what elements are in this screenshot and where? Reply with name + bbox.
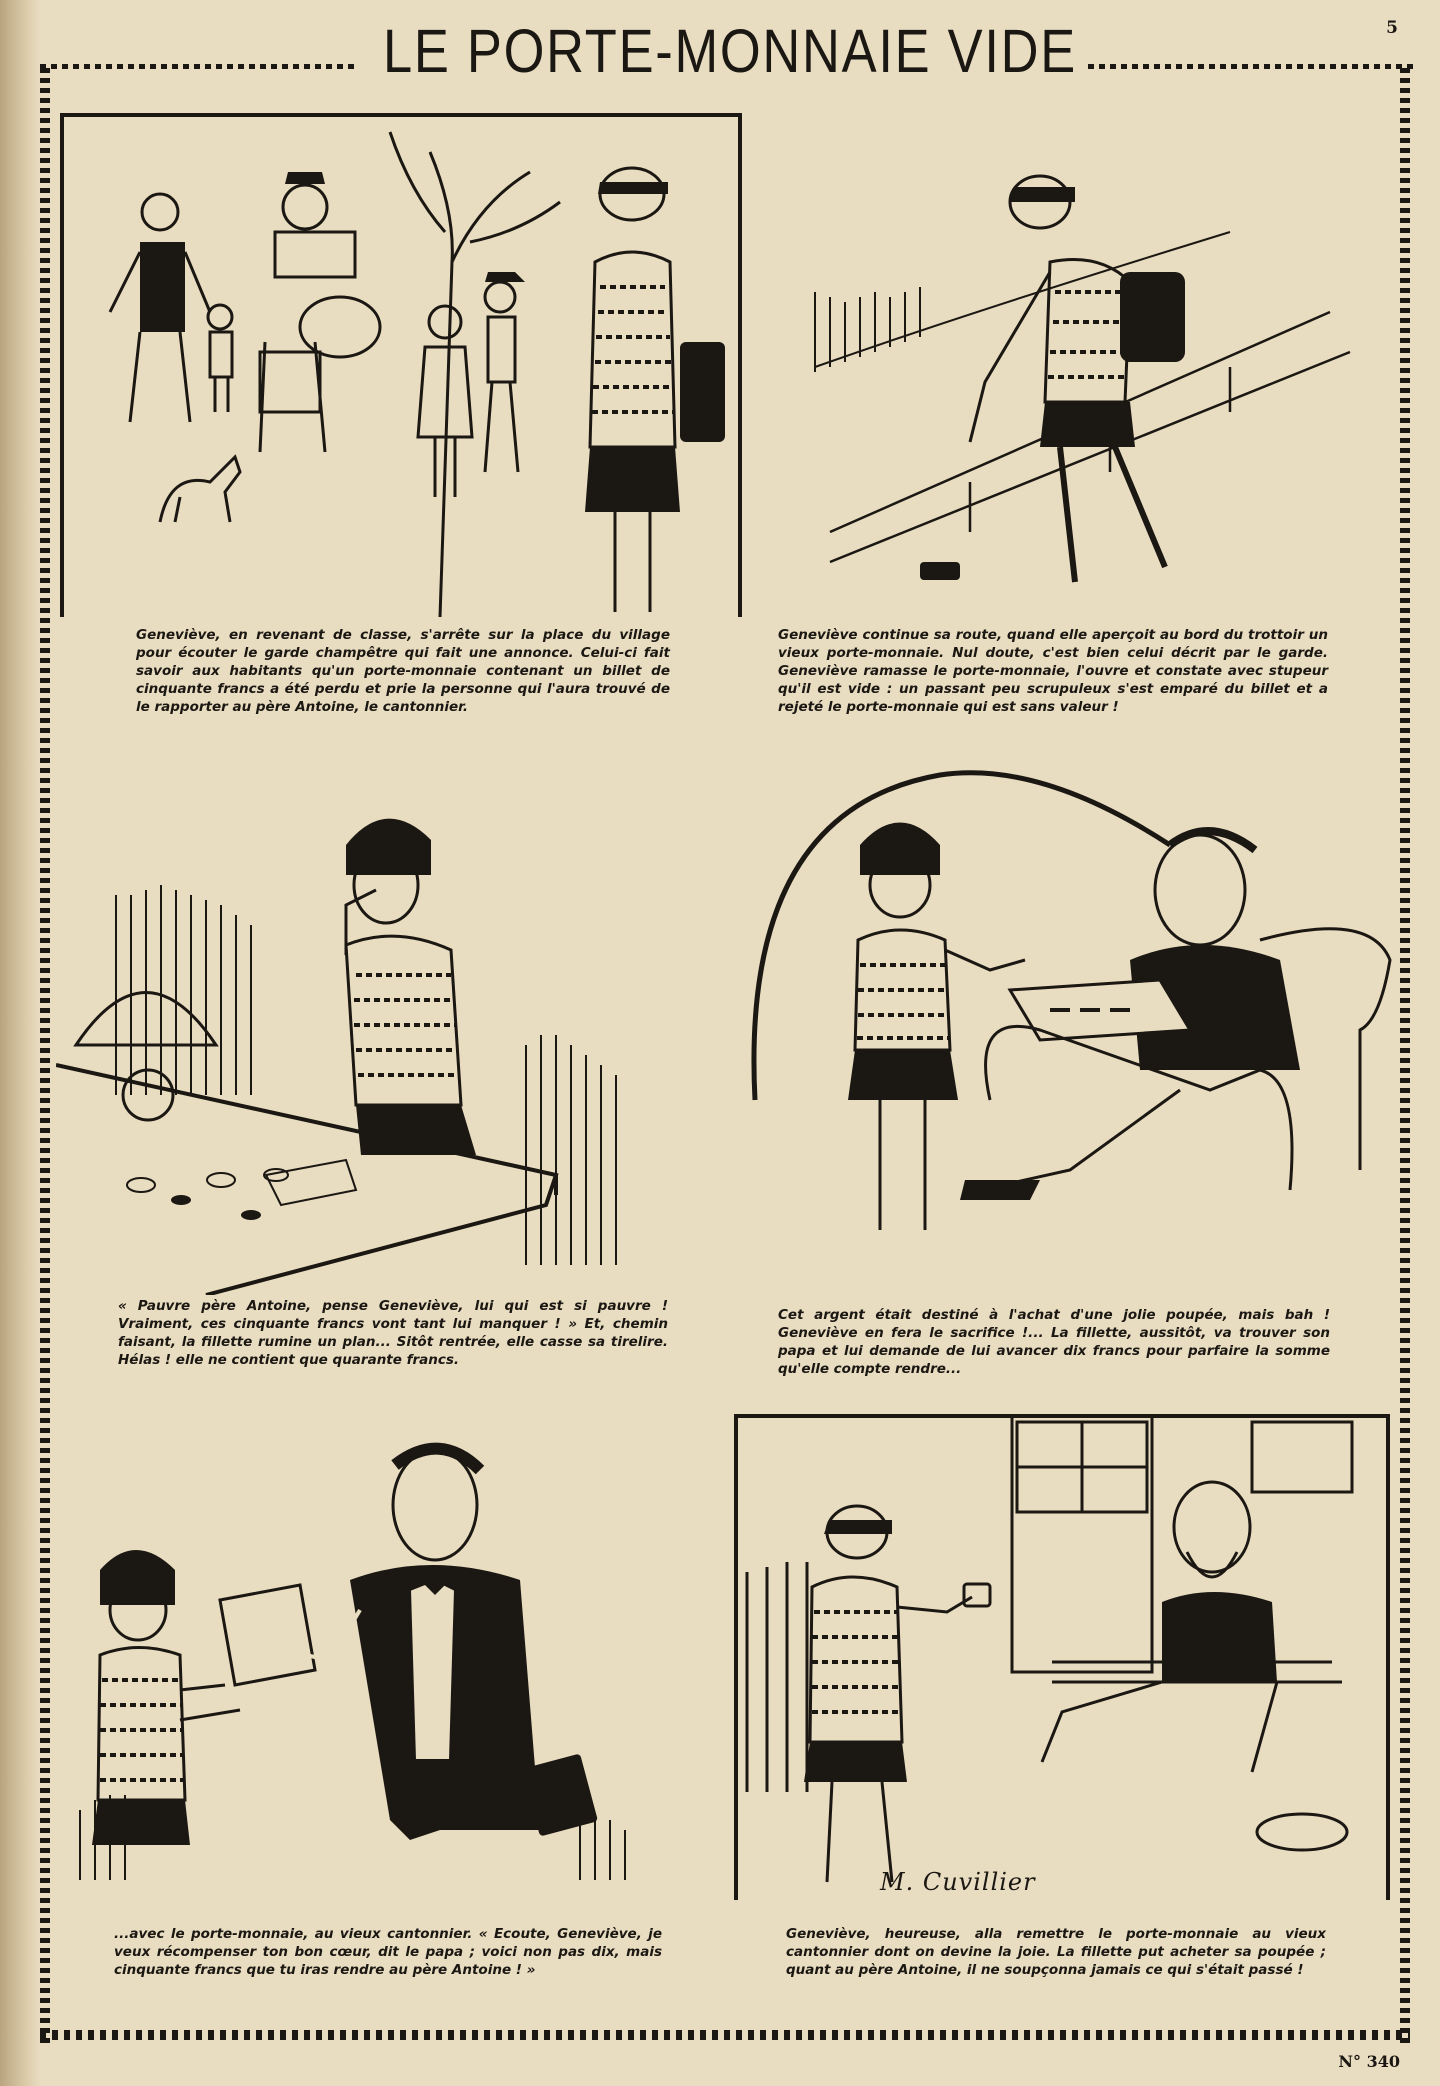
illustration-town-crier [60, 112, 744, 617]
issue-number: N° 340 [1338, 2052, 1400, 2071]
page-title: LE PORTE-MONNAIE VIDE [383, 17, 1077, 85]
caption-5: ...avec le porte-monnaie, au vieux cantonnier. « Ecoute, Geneviève, je veux récompenser ton bon cœur, dit le papa ; voici non pas dix, mais cinquante francs que tu iras rendre au père Antoine ! » [114, 1926, 662, 1978]
caption-1: Geneviève, en revenant de classe, s'arrête sur la place du village pour écouter le garde champêtre qui fait une annonce. Celui-ci fait savoir aux habitants qu'un porte-monnaie contenant un billet de cinquante francs a été perdu et prie la personne qui l'aura trouvé de le rapporter au père Antoine, le cantonnier. [136, 627, 670, 715]
comic-panel-1 [60, 112, 744, 617]
caption-2: Geneviève continue sa route, quand elle aperçoit au bord du trottoir un vieux porte-monnaie. Nul doute, c'est bien celui décrit par le garde. Geneviève ramasse le porte-monnaie, l'ouvre et constate avec stupeur qu'il est vide : un passant peu scrupuleux s'est emparé du billet et a rejeté le porte-monnaie qui est sans valeur ! [778, 627, 1328, 715]
frame-border-left [40, 68, 50, 2048]
illustration-asking-father [740, 770, 1405, 1265]
illustration-father-reward [60, 1430, 700, 1890]
header-ornament-right [1088, 64, 1416, 69]
comic-panel-4 [740, 770, 1405, 1265]
caption-3: « Pauvre père Antoine, pense Geneviève, lui qui est si pauvre ! Vraiment, ces cinquante francs vont tant lui manquer ! » Et, chemin faisant, la fillette rumine un plan... Sitôt rentrée, elle casse sa tirelire. Hélas ! elle ne contient que quarante francs. [118, 1298, 668, 1368]
comic-panel-3 [56, 795, 676, 1295]
illustration-finding-purse [770, 112, 1390, 617]
comic-panel-6 [732, 1412, 1392, 1902]
illustration-returning-purse [732, 1412, 1392, 1902]
illustration-piggy-bank [56, 795, 676, 1295]
artist-signature: M. Cuvillier [880, 1868, 1036, 1896]
comic-panel-5 [60, 1430, 700, 1890]
caption-6: Geneviève, heureuse, alla remettre le porte-monnaie au vieux cantonnier dont on devine la joie. La fillette put acheter sa poupée ; quant au père Antoine, il ne soupçonna jamais ce qui s'était passé ! [786, 1926, 1326, 1978]
page-number: 5 [1386, 18, 1398, 38]
frame-border-bottom [40, 2030, 1410, 2040]
page-header [40, 8, 1420, 86]
comic-panel-2 [770, 112, 1390, 617]
caption-4: Cet argent était destiné à l'achat d'une jolie poupée, mais bah ! Geneviève en fera le sacrifice !... La fillette, aussitôt, va trouver son papa et lui demande de lui avancer dix francs pour parfaire la somme qu'elle compte rendre... [778, 1307, 1330, 1377]
page-spine-shadow [0, 0, 40, 2086]
